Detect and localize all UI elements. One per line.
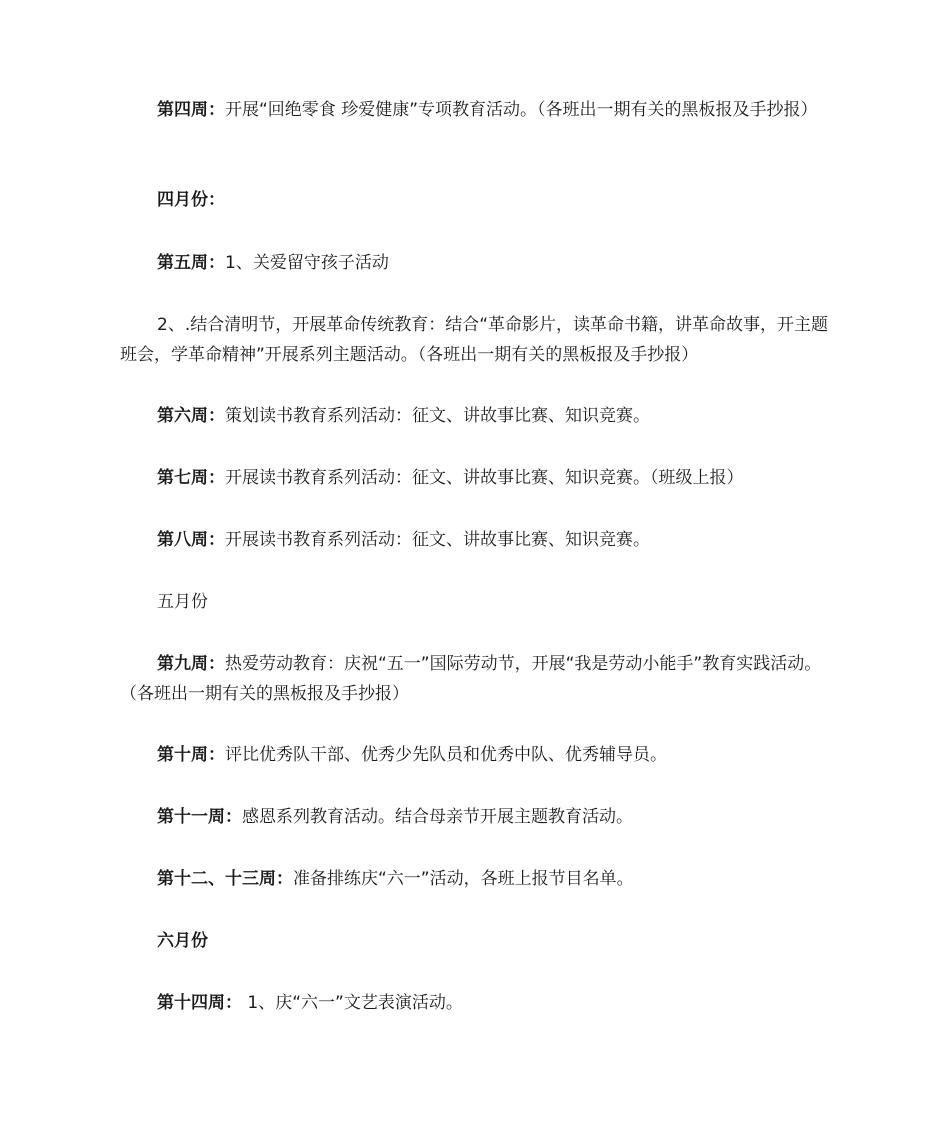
heading-june xyxy=(120,926,835,956)
paragraph-week-8 xyxy=(120,525,835,555)
paragraph-text: 策划读书教育系列活动：征文、讲故事比赛、知识竞赛。 xyxy=(225,406,650,426)
month-heading: 四月份： xyxy=(157,190,225,210)
paragraph-text: 1、庆“六一”文艺表演活动。 xyxy=(242,993,463,1013)
week-label: 第十一周： xyxy=(157,807,242,827)
month-heading: 五月份 xyxy=(157,592,208,612)
paragraph-text: 1、关爱留守孩子活动 xyxy=(225,253,389,273)
week-label: 第八周： xyxy=(157,530,225,550)
week-label: 第六周： xyxy=(157,406,225,426)
heading-may xyxy=(120,587,835,617)
heading-april xyxy=(120,185,835,215)
week-label: 第四周： xyxy=(157,100,225,120)
paragraph-week-6 xyxy=(120,401,835,431)
paragraph-week-12-13 xyxy=(120,864,835,894)
week-label: 第九周： xyxy=(157,654,225,674)
week-label: 第七周： xyxy=(157,468,225,488)
week-label: 第十周： xyxy=(157,745,225,765)
paragraph-week-10 xyxy=(120,740,835,770)
paragraph-week-5 xyxy=(120,248,835,278)
paragraph-text: 开展“回绝零食 珍爱健康”专项教育活动。（各班出一期有关的黑板报及手抄报） xyxy=(225,100,818,120)
paragraph-text: 准备排练庆“六一”活动，各班上报节目名单。 xyxy=(293,869,634,889)
paragraph-week-4 xyxy=(120,95,835,125)
paragraph-text: 开展读书教育系列活动：征文、讲故事比赛、知识竞赛。 xyxy=(225,530,650,550)
paragraph-week-7 xyxy=(120,463,835,493)
week-label: 第五周： xyxy=(157,253,225,273)
week-label: 第十四周： xyxy=(157,993,242,1013)
paragraph-week-14 xyxy=(120,988,835,1018)
paragraph-week-9 xyxy=(120,649,835,709)
paragraph-text: 感恩系列教育活动。结合母亲节开展主题教育活动。 xyxy=(242,807,633,827)
week-label: 第十二、十三周： xyxy=(157,869,293,889)
month-heading: 六月份 xyxy=(157,931,208,951)
paragraph-text: 开展读书教育系列活动：征文、讲故事比赛、知识竞赛。（班级上报） xyxy=(225,468,744,488)
paragraph-week-11 xyxy=(120,802,835,832)
paragraph-text: 2、.结合清明节，开展革命传统教育：结合“革命影片，读革命书籍，讲革命故事，开主题班会，学革命精神”开展系列主题活动。（各班出一期有关的黑板报及手抄报） xyxy=(120,315,829,365)
paragraph-text: 评比优秀队干部、优秀少先队员和优秀中队、优秀辅导员。 xyxy=(225,745,667,765)
paragraph-week-5-item-2 xyxy=(120,310,835,370)
paragraph-text: 热爱劳动教育：庆祝“五一”国际劳动节，开展“我是劳动小能手”教育实践活动。（各班出一期有关的黑板报及手抄报） xyxy=(120,654,822,704)
